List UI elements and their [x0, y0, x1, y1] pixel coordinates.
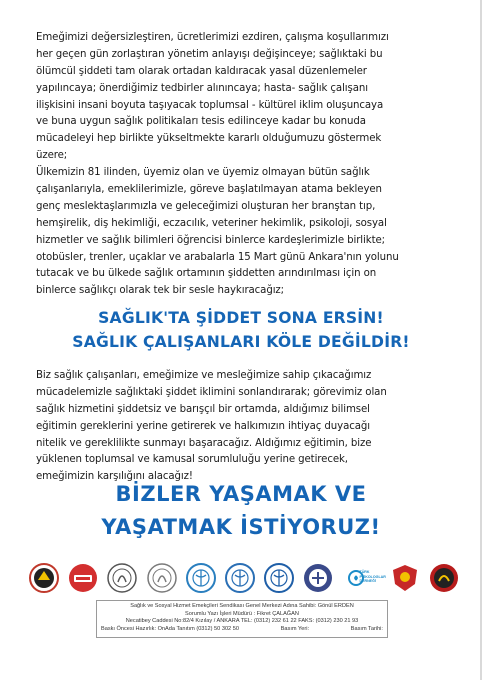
paragraph-line: nitelik ve gereklilikte sunmayı başaracağız. Aldığımız eğitimin, bize — [36, 437, 372, 449]
slogan-we-want-to-live — [0, 478, 482, 544]
slogan-violence-stop — [0, 306, 482, 354]
student-emblem-red-icon — [389, 562, 421, 594]
imprint-prepress: Baskı Öncesi Hazırlık: OnAda Tanıtım (0312) 50 302 50 — [101, 625, 239, 632]
paragraph-line: ölümcül şiddeti tam olarak ortadan kaldıracak yasal düzenlemeler — [36, 65, 367, 77]
paragraph-line: yapılıncaya; önerdiğimiz tedbirler alınıncaya; hasta- sağlık çalışanı — [36, 82, 368, 94]
imprint-print-date: Basım Tarihi: — [350, 625, 383, 632]
social-workers-emblem-icon — [263, 562, 295, 594]
supporting-organizations-logos — [28, 560, 460, 596]
imprint-address: Necatibey Caddesi No:82/4 Kızılay / ANKARA TEL: (0312) 232 61 22 FAKS: (0312) 230 21 93 — [125, 618, 359, 625]
slogan-line: SAĞLIK ÇALIŞANLARI KÖLE DEĞİLDİR! — [72, 333, 410, 351]
turk-psikologlar-dernegi-logo-icon — [342, 562, 386, 594]
paragraph-line: Ülkemizin 81 ilinden, üyemiz olan ve üyemiz olmayan bütün sağlık — [36, 167, 370, 179]
imprint-editor: Sorumlu Yazı İşleri Müdürü : Fikret ÇALAĞAN — [185, 610, 299, 617]
body-paragraph-1 — [36, 30, 448, 300]
paragraph-line: çalışanlarıyla, emeklilerimizle, göreve başlatılmayan atama bekleyen — [36, 184, 382, 196]
body-paragraph-2 — [36, 368, 448, 486]
paragraph-line: yüklenen toplumsal ve kamusal sorumluluğu yerine getirecek, — [36, 454, 348, 466]
paragraph-line: mücadeleyi hep birlikte yükseltmekte kararlı olduğumuzu göstermek — [36, 133, 382, 145]
nurses-emblem-icon — [302, 562, 334, 594]
paragraph-line: binlerce sağlıkçı olarak tek bir sesle haykıracağız; — [36, 285, 285, 297]
slogan-line: SAĞLIK'TA ŞİDDET SONA ERSİN! — [98, 309, 384, 327]
paragraph-line: sağlık hizmetini şiddetsiz ve barışçıl bir ortamda, aldığımız bilimsel — [36, 403, 370, 415]
imprint-box — [96, 600, 388, 638]
imprint-print-place: Basım Yeri: — [280, 625, 309, 632]
paragraph-line: hizmetler ve sağlık bilimleri öğrencisi binlerce kardeşlerimizle birlikte; — [36, 234, 385, 246]
paragraph-line: genç meslektaşlarımızla ve geleceğimizi oluşturan her branştan tıp, — [36, 200, 376, 212]
union-emblem-red-black-icon — [428, 562, 460, 594]
dentists-emblem-icon — [146, 562, 178, 594]
paragraph-line: üzere; — [36, 150, 68, 162]
paragraph-line: Emeğimizi değersizleştiren, ücretlerimizi ezdiren, çalışma koşullarımızı — [36, 32, 389, 43]
psychologists-logo-word: PSİKOLOGLAR — [359, 574, 386, 579]
imprint-owner: Sağlık ve Sosyal Hizmet Emekçileri Sendikası Genel Merkezi Adına Sahibi: Gönül ERDEN — [130, 603, 354, 609]
association-emblem-gray-icon — [106, 562, 138, 594]
union-emblem-red-icon — [28, 562, 60, 594]
slogan-line: YAŞATMAK İSTİYORUZ! — [101, 515, 381, 539]
ttb-logo-icon — [67, 562, 99, 594]
psychologists-logo-word: DERNEĞİ — [359, 579, 376, 584]
psychologists-logo-text — [360, 570, 386, 584]
paragraph-line: Biz sağlık çalışanları, emeğimize ve mesleğimize sahip çıkacağımız — [36, 370, 372, 381]
paragraph-line: hemşirelik, diş hekimliği, eczacılık, veteriner hekimlik, psikoloji, sosyal — [36, 217, 387, 229]
pharmacists-emblem-icon — [185, 562, 217, 594]
paragraph-line: mücadelemizle sağlıktaki şiddet iklimini sonlandırarak; görevimiz olan — [36, 386, 387, 398]
paragraph-line: otobüsler, trenler, uçaklar ve arabalarla 15 Mart günü Ankara'nın yolunu — [36, 251, 399, 263]
veterinary-emblem-icon — [224, 562, 256, 594]
psychologists-logo-word: TÜRK — [359, 570, 370, 574]
imprint-print-info — [101, 626, 383, 634]
paragraph-line: eğitimin gereklerini yerine getirerek ve halkımızın ihtiyaç duyacağı — [36, 420, 370, 432]
paragraph-line: emeğimizin karşılığını alacağız! — [36, 471, 193, 483]
paragraph-line: ve buna uygun sağlık politikaları tesis edilinceye kadar bu konuda — [36, 116, 366, 128]
paragraph-line: tutacak ve bu ülkede sağlık ortamının şiddetten arındırılması için on — [36, 268, 377, 280]
slogan-line: BİZLER YAŞAMAK VE — [115, 482, 367, 506]
paragraph-line: her geçen gün zorlaştıran yönetim anlayışı değişinceye; sağlıktaki bu — [36, 48, 383, 60]
paragraph-line: ilişkisini insani boyuta taşıyacak toplumsal - kültürel iklim oluşuncaya — [36, 99, 384, 111]
